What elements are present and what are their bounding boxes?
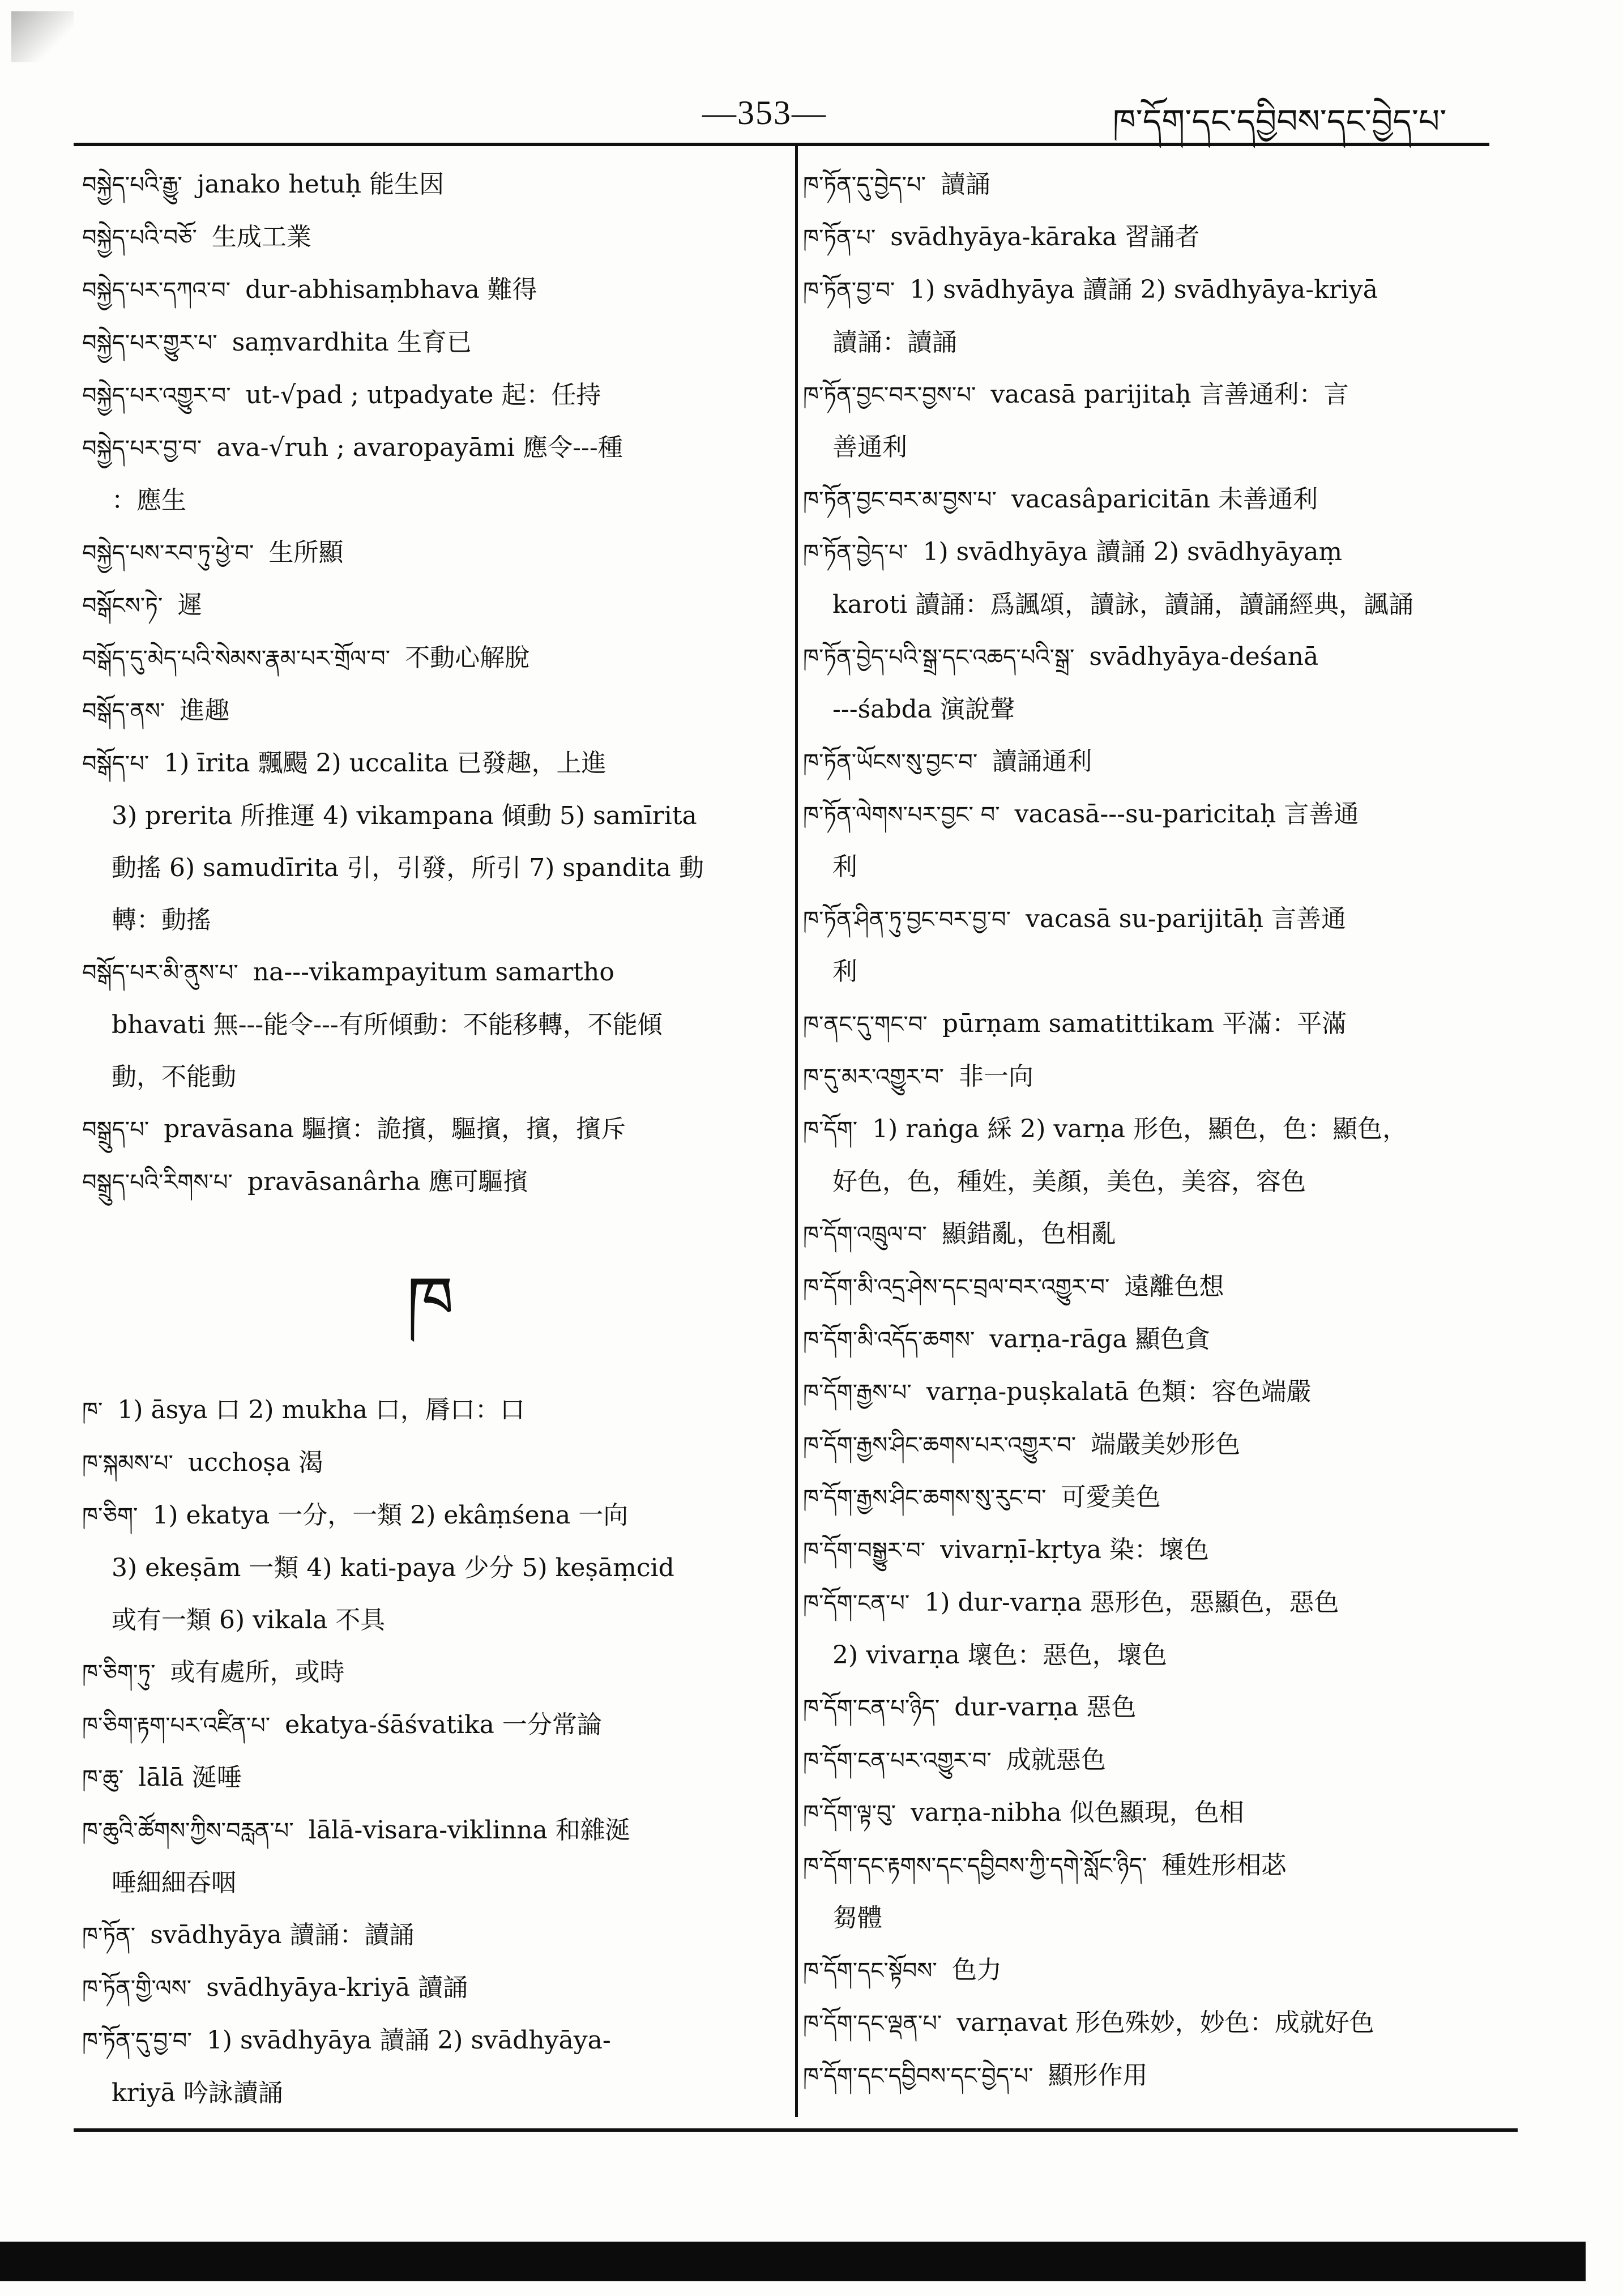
entry-gloss: 芻體 — [832, 1904, 882, 1932]
tibetan-headword: ཁ་ཏོན་གྱི་ལས་ — [82, 1975, 192, 2001]
tibetan-headword: ཁ་ཏོན་ཡོངས་སུ་བྱང་བ་ — [803, 749, 978, 775]
dictionary-entry — [803, 1366, 1500, 1419]
footer-rule — [74, 2128, 1518, 2132]
tibetan-headword: ཁ་ — [82, 1398, 103, 1424]
entry-gloss: ekatya-śāśvatika 一分常論 — [285, 1710, 602, 1739]
dictionary-entry — [82, 579, 779, 632]
entry-gloss: karoti 讀誦：爲諷頌，讀詠，讀誦，讀誦經典，諷誦 — [832, 590, 1414, 619]
dictionary-entry — [82, 1103, 779, 1156]
tibetan-headword: ཁ་ནང་དུ་གང་བ་ — [803, 1012, 928, 1038]
tibetan-headword: ཁ་དོག་བསྒྱུར་བ་ — [803, 1538, 926, 1564]
entry-gloss: 種姓形相苾 — [1161, 1851, 1287, 1880]
dictionary-entry — [82, 211, 779, 264]
scan-edge-band — [0, 2242, 1586, 2281]
entry-gloss: varṇavat 形色殊妙，妙色：成就好色 — [956, 2008, 1374, 2037]
entry-gloss: ：應生 — [112, 486, 186, 515]
dictionary-entry — [82, 1909, 779, 1962]
tibetan-headword: བསྐྱེད་པར་བྱ་བ་ — [82, 436, 202, 462]
tibetan-headword: ཁ་ཏོན་བྱང་བར་བྱས་པ་ — [803, 382, 976, 408]
entry-gloss: 生所顯 — [268, 538, 344, 567]
entry-gloss: 好色，色，種姓，美顏，美色，美容，容色 — [832, 1167, 1306, 1196]
page-number: —353— — [702, 94, 827, 131]
tibetan-headword: ཁ་དོག་ངན་པར་འགྱུར་བ་ — [803, 1748, 992, 1774]
entry-gloss: svādhyāya-kāraka 習誦者 — [890, 223, 1200, 251]
dictionary-entry — [82, 1437, 779, 1490]
dictionary-entry — [803, 1261, 1500, 1313]
entry-gloss: 生成工業 — [211, 223, 311, 251]
entry-gloss: 動，不能動 — [112, 1062, 236, 1091]
entry-gloss: 善通利 — [832, 433, 907, 462]
dictionary-entry — [803, 369, 1500, 421]
entry-gloss: 讀誦 — [941, 170, 990, 199]
tibetan-headword: ཁ་ཏོན་དུ་བྱ་བ་ — [82, 2028, 192, 2054]
entry-gloss: na---vikampayitum samartho — [253, 958, 614, 987]
entry-gloss: 可愛美色 — [1061, 1483, 1161, 1512]
entry-continuation — [82, 1857, 779, 1909]
entry-continuation — [82, 999, 779, 1051]
tibetan-headword: ཁ་དོག་རྒྱས་པ་ — [803, 1380, 912, 1406]
entry-continuation — [82, 2067, 779, 2119]
entry-gloss: 端嚴美妙形色 — [1091, 1430, 1241, 1459]
entry-gloss: janako hetuḥ 能生因 — [197, 170, 445, 199]
tibetan-headword: བསྒོད་པར་མི་ནུས་པ་ — [82, 960, 238, 986]
tibetan-headword: བསྒོད་ནས་ — [82, 698, 165, 724]
tibetan-headword: ཁ་དོག་རྒྱས་ཤིང་ཆགས་པར་འགྱུར་བ་ — [803, 1432, 1077, 1458]
tibetan-headword: ཁ་དོག་དང་སྟོབས་ — [803, 1958, 937, 1984]
entry-gloss: 2) vivarṇa 壞色：惡色，壞色 — [832, 1641, 1167, 1670]
tibetan-headword: ཁ་ཅིག་ཏུ་ — [82, 1660, 156, 1686]
entry-gloss: 動搖 6) samudīrita 引，引發，所引 7) spandita 動 — [112, 853, 704, 882]
entry-continuation — [803, 421, 1500, 473]
left-entries-after — [82, 1384, 779, 2119]
dictionary-entry — [82, 1646, 779, 1699]
dictionary-entry — [803, 1682, 1500, 1734]
tibetan-headword: ཁ་དོག་ — [803, 1117, 858, 1143]
entry-continuation — [82, 475, 779, 527]
entry-gloss: 進趣 — [180, 696, 230, 725]
running-head: ཁ་དོག་དང་དབྱིབས་དང་བྱེད་པ་ — [1113, 102, 1447, 140]
dictionary-entry — [82, 737, 779, 790]
dictionary-entry — [82, 159, 779, 211]
tibetan-headword: ཁ་དུ་མར་འགྱུར་བ་ — [803, 1064, 944, 1090]
tibetan-headword: ཁ་དོག་མི་འདོད་ཆགས་ — [803, 1327, 975, 1353]
entry-gloss: 讀誦通利 — [992, 747, 1092, 776]
entry-gloss: 讀誦：讀誦 — [832, 328, 957, 357]
entry-gloss: vacasā su-parijitāḥ 言善通 — [1026, 904, 1347, 933]
left-entries — [82, 159, 779, 1209]
dictionary-entry — [803, 1997, 1500, 2050]
tibetan-headword: ཁ་ཏོན་བྱེད་པ་ — [803, 540, 908, 566]
entry-continuation — [803, 579, 1500, 631]
entry-gloss: saṃvardhita 生育已 — [232, 328, 472, 357]
entry-gloss: varṇa-nibha 似色顯現，色相 — [911, 1798, 1244, 1827]
dictionary-entry — [82, 369, 779, 422]
tibetan-headword: ཁ་དོག་ངན་པ་ — [803, 1590, 910, 1616]
scan-shadow — [11, 11, 74, 62]
dictionary-entry — [803, 998, 1500, 1051]
tibetan-headword: བསྒྲུད་པ་ — [82, 1117, 150, 1143]
entry-gloss: pūrṇam samatittikam 平滿：平滿 — [942, 1009, 1347, 1038]
tibetan-headword: ཁ་དོག་དང་དབྱིབས་དང་བྱེད་པ་ — [803, 2063, 1033, 2089]
tibetan-headword: བསྐྱེད་པར་གྱུར་པ་ — [82, 330, 217, 356]
tibetan-headword: བསྒྲུད་པའི་རིགས་པ་ — [82, 1170, 233, 1196]
entry-gloss: 1) ekatya 一分，一類 2) ekâṃśena 一向 — [152, 1501, 629, 1530]
entry-gloss: 1) svādhyāya 讀誦 2) svādhyāya- — [206, 2026, 611, 2055]
dictionary-entry — [82, 1962, 779, 2015]
entry-gloss: vivarṇī-kṛtya 染：壞色 — [940, 1535, 1209, 1564]
right-column — [803, 159, 1500, 2102]
dictionary-entry — [82, 422, 779, 475]
entry-continuation — [82, 1542, 779, 1594]
entry-continuation — [803, 841, 1500, 893]
entry-continuation — [82, 790, 779, 842]
entry-gloss: 3) ekeṣām 一類 4) kati-paya 少分 5) keṣāṃcid — [112, 1554, 674, 1582]
dictionary-entry — [803, 1208, 1500, 1261]
entry-continuation — [82, 842, 779, 894]
entry-continuation — [82, 1594, 779, 1646]
dictionary-entry — [82, 1804, 779, 1857]
entry-gloss: 色力 — [951, 1956, 1002, 1985]
dictionary-entry — [803, 788, 1500, 841]
tibetan-headword: ཁ་དོག་འཁྲུལ་བ་ — [803, 1222, 927, 1248]
dictionary-entry — [803, 211, 1500, 264]
tibetan-headword: ཁ་ཏོན་ཤིན་ཏུ་བྱང་བར་བྱ་བ་ — [803, 907, 1011, 933]
entry-gloss: vacasā---su-paricitaḥ 言善通 — [1014, 800, 1359, 829]
entry-gloss: lālā-visara-viklinna 和雜涎 — [308, 1816, 630, 1845]
tibetan-headword: ཁ་དོག་ལྟ་བུ་ — [803, 1800, 896, 1826]
entry-gloss: 轉：動搖 — [112, 906, 211, 934]
dictionary-entry — [82, 264, 779, 317]
dictionary-entry — [803, 1419, 1500, 1471]
entry-continuation — [803, 1629, 1500, 1682]
dictionary-entry — [82, 685, 779, 737]
dictionary-entry — [82, 527, 779, 579]
entry-gloss: vacasâparicitān 未善通利 — [1011, 485, 1318, 514]
tibetan-headword: ཁ་ཏོན་ — [82, 1923, 136, 1949]
entry-gloss: 利 — [832, 957, 857, 986]
entry-gloss: kriyā 吟詠讀誦 — [112, 2079, 283, 2107]
tibetan-headword: ཁ་ཏོན་བྱ་བ་ — [803, 278, 895, 304]
entry-gloss: 1) svādhyāya 讀誦 2) svādhyāya-kriyā — [909, 275, 1378, 304]
tibetan-headword: ཁ་ཏོན་ལེགས་པར་བྱང་ བ་ — [803, 802, 1000, 828]
entry-gloss: 1) āsya 口 2) mukha 口，脣口：口 — [117, 1395, 525, 1424]
tibetan-headword: ཁ་ཏོན་པ་ — [803, 225, 876, 251]
tibetan-headword: ཁ་དོག་དང་ལྡན་པ་ — [803, 2011, 942, 2037]
tibetan-headword: ཁ་དོག་མི་འདྲ་ཤེས་དང་བྲལ་བར་འགྱུར་བ་ — [803, 1274, 1110, 1300]
entry-gloss: 1) svādhyāya 讀誦 2) svādhyāyaṃ — [922, 537, 1343, 566]
entry-continuation — [803, 1892, 1500, 1944]
entry-gloss: 1) dur-varṇa 惡形色，惡顯色，惡色 — [924, 1588, 1339, 1617]
tibetan-headword: བསྐྱེད་པའི་བཅོ་ — [82, 225, 197, 251]
entry-continuation — [82, 894, 779, 946]
entry-continuation — [82, 1051, 779, 1103]
entry-gloss: 非一向 — [958, 1062, 1033, 1091]
entry-gloss: 唾細細吞咽 — [112, 1868, 236, 1897]
entry-gloss: 1) īrita 飄颺 2) uccalita 已發趣，上進 — [164, 749, 607, 778]
header-rule — [74, 143, 1489, 146]
tibetan-headword: ཁ་དོག་ངན་པ་ཉིད་ — [803, 1695, 940, 1721]
entry-gloss: svādhyāya-kriyā 讀誦 — [206, 1973, 468, 2002]
dictionary-entry — [82, 1384, 779, 1437]
entry-gloss: ut-√pad ; utpadyate 起：任持 — [245, 381, 601, 409]
dictionary-entry — [803, 1103, 1500, 1156]
dictionary-entry — [82, 1490, 779, 1542]
dictionary-entry — [803, 159, 1500, 211]
entry-gloss: 或有一類 6) vikala 不具 — [112, 1606, 386, 1634]
tibetan-headword: བསྒོད་དུ་མེད་པའི་སེམས་རྣམ་པར་གྲོལ་བ་ — [82, 646, 391, 672]
entry-gloss: varṇa-puṣkalatā 色類：容色端嚴 — [926, 1377, 1312, 1406]
entry-gloss: 或有處所，或時 — [170, 1658, 345, 1687]
dictionary-entry — [803, 473, 1500, 526]
entry-gloss: vacasā parijitaḥ 言善通利：言 — [990, 380, 1349, 409]
dictionary-entry — [803, 1734, 1500, 1787]
entry-continuation — [803, 317, 1500, 369]
entry-gloss: 顯錯亂，色相亂 — [941, 1219, 1116, 1248]
dictionary-entry — [803, 631, 1500, 684]
dictionary-entry — [803, 1787, 1500, 1840]
dictionary-entry — [803, 1840, 1500, 1892]
dictionary-entry — [803, 264, 1500, 317]
entry-gloss: ucchoṣa 渴 — [187, 1448, 324, 1477]
tibetan-headword: བསྐྱེད་པས་རབ་ཏུ་ཕྱེ་བ་ — [82, 540, 254, 566]
tibetan-headword: ཁ་ཆུའི་ཚོགས་ཀྱིས་བརླན་པ་ — [82, 1818, 294, 1844]
entry-gloss: 顯形作用 — [1048, 2061, 1148, 2090]
tibetan-headword: ཁ་ཏོན་བྱེད་པའི་སྒྲ་དང་འཆད་པའི་སྒྲ་ — [803, 645, 1075, 671]
column-divider — [795, 146, 798, 2117]
entry-gloss: 利 — [832, 852, 857, 881]
dictionary-entry — [82, 317, 779, 369]
tibetan-headword: ཁ་ཆུ་ — [82, 1765, 124, 1791]
dictionary-entry — [82, 1156, 779, 1209]
dictionary-entry — [803, 1471, 1500, 1524]
tibetan-headword: ཁ་ཏོན་བྱང་བར་མ་བྱས་པ་ — [803, 487, 997, 513]
dictionary-entry — [803, 893, 1500, 946]
tibetan-headword: བསྐྱེད་པར་དཀའ་བ་ — [82, 278, 231, 304]
dictionary-entry — [803, 736, 1500, 788]
entry-gloss: 1) raṅga 綵 2) varṇa 形色，顯色，色：顯色， — [872, 1115, 1408, 1143]
entry-gloss: ava-√ruh ; avaropayāmi 應令---種 — [216, 433, 623, 462]
entry-gloss: 遲 — [177, 591, 203, 620]
dictionary-entry — [803, 1944, 1500, 1997]
entry-gloss: bhavati 無---能令---有所傾動：不能移轉，不能傾 — [112, 1010, 663, 1039]
entry-gloss: 3) prerita 所推運 4) vikampana 傾動 5) samīrita — [112, 801, 697, 830]
dictionary-entry — [82, 1699, 779, 1752]
tibetan-headword: ཁ་དོག་དང་རྟགས་དང་དབྱིབས་ཀྱི་དགེ་སློང་ཉིད་ — [803, 1853, 1147, 1879]
tibetan-headword: བསྒོངས་ཏེ་ — [82, 593, 163, 619]
entry-gloss: svādhyāya-deśanā — [1089, 642, 1319, 671]
dictionary-entry — [803, 1577, 1500, 1629]
tibetan-headword: བསྒོད་པ་ — [82, 751, 150, 777]
tibetan-headword: ཁ་ཅིག་ — [82, 1503, 138, 1529]
dictionary-entry — [803, 2050, 1500, 2102]
dictionary-entry — [803, 1524, 1500, 1577]
entry-gloss: dur-abhisaṃbhava 難得 — [245, 275, 537, 304]
tibetan-headword: ཁ་ཏོན་དུ་བྱེད་པ་ — [803, 172, 926, 198]
dictionary-entry — [803, 1313, 1500, 1366]
entry-gloss: dur-varṇa 惡色 — [954, 1693, 1137, 1722]
dictionary-entry — [82, 2015, 779, 2067]
entry-continuation — [803, 1156, 1500, 1208]
entry-gloss: 不動心解脫 — [405, 643, 530, 672]
left-column — [82, 159, 779, 2119]
entry-continuation — [803, 684, 1500, 736]
entry-gloss: varṇa-rāga 顯色貪 — [989, 1325, 1210, 1354]
entry-gloss: 遠離色想 — [1124, 1272, 1224, 1301]
tibetan-headword: ཁ་དོག་རྒྱས་ཤིང་ཆགས་སུ་རུང་བ་ — [803, 1485, 1047, 1511]
tibetan-headword: ཁ་ཅིག་རྟག་པར་འཛིན་པ་ — [82, 1713, 271, 1739]
entry-gloss: svādhyāya 讀誦：讀誦 — [150, 1921, 415, 1949]
tibetan-headword: བསྐྱེད་པར་འགྱུར་བ་ — [82, 383, 231, 409]
tibetan-headword: བསྐྱེད་པའི་རྒྱུ་ — [82, 172, 182, 198]
tibetan-headword: ཁ་སྐམས་པ་ — [82, 1450, 173, 1476]
section-letter: ཁ — [407, 1262, 454, 1341]
dictionary-entry — [82, 1752, 779, 1804]
dictionary-entry — [82, 946, 779, 999]
entry-gloss: pravāsanârha 應可驅擯 — [247, 1167, 528, 1196]
right-entries — [803, 159, 1500, 2102]
entry-continuation — [803, 946, 1500, 998]
entry-gloss: lālā 涎唾 — [138, 1763, 242, 1792]
entry-gloss: pravāsana 驅擯：詭擯，驅擯，擯，擯斥 — [164, 1115, 626, 1143]
entry-gloss: 成就惡色 — [1006, 1746, 1106, 1774]
dictionary-entry — [82, 632, 779, 685]
dictionary-entry — [803, 1051, 1500, 1103]
dictionary-entry — [803, 526, 1500, 579]
entry-gloss: ---śabda 演說聲 — [832, 695, 1015, 724]
